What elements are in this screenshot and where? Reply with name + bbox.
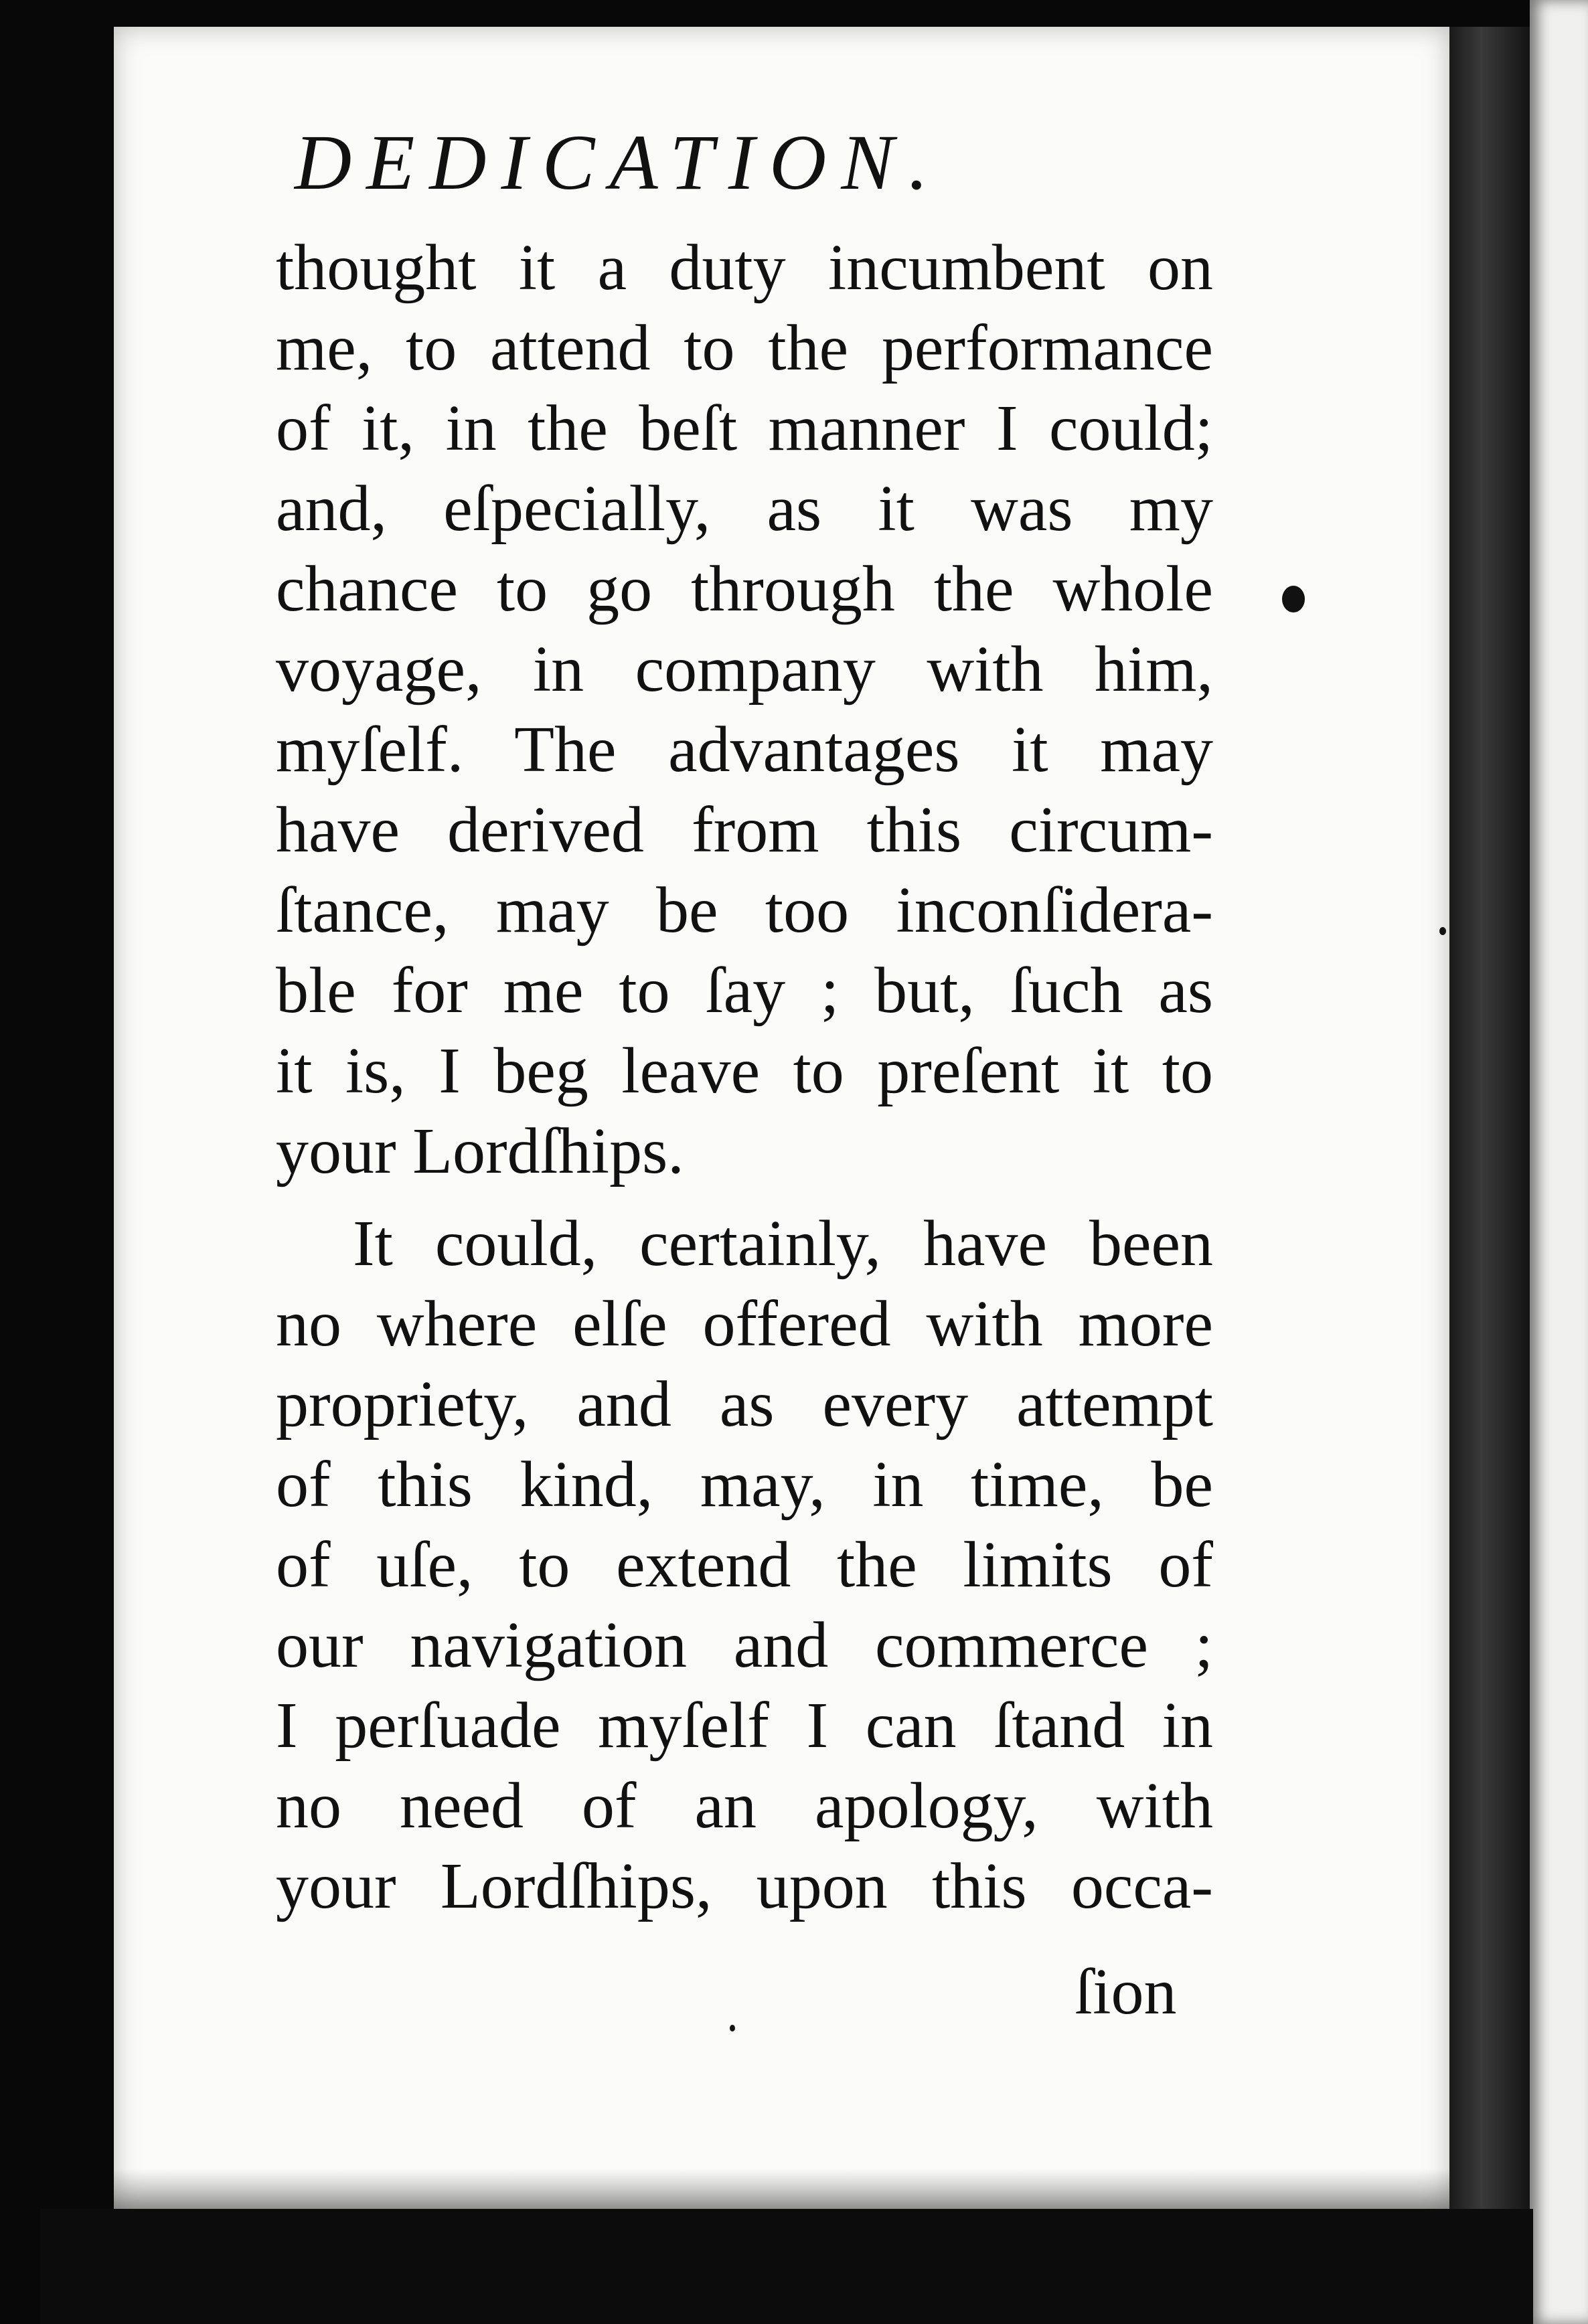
- text-line: of uſe, to extend the limits of: [276, 1529, 1213, 1601]
- text-line: have derived from this circum-: [276, 794, 1213, 866]
- text-line: ſtance, may be too inconſidera-: [276, 874, 1213, 946]
- ink-speck: [730, 2025, 735, 2031]
- paragraph-2: [276, 1204, 1213, 1926]
- text-line: chance to go through the whole: [276, 553, 1213, 625]
- text-line: our navigation and commerce ;: [276, 1609, 1213, 1681]
- text-line: no where elſe offered with more: [276, 1288, 1213, 1360]
- text-line: no need of an apology, with: [276, 1770, 1213, 1842]
- ink-speck: [1282, 586, 1305, 612]
- text-line: voyage, in company with him,: [276, 633, 1213, 706]
- text-line: propriety, and as every attempt: [276, 1368, 1213, 1440]
- text-line: me, to attend to the performance: [276, 312, 1213, 384]
- running-head: DEDICATION.: [295, 118, 943, 206]
- text-line: thought it a duty incumbent on: [276, 232, 1213, 304]
- text-line: your Lordſhips, upon this occa-: [276, 1850, 1213, 1922]
- text-line: I perſuade myſelf I can ſtand in: [276, 1689, 1213, 1762]
- text-line: your Lordſhips.: [276, 1115, 684, 1187]
- dedication-body: [276, 228, 1213, 1926]
- text-line: ble for me to ſay ; but, ſuch as: [276, 954, 1213, 1027]
- text-line: myſelf. The advantages it may: [276, 714, 1213, 786]
- text-line: of this kind, may, in time, be: [276, 1448, 1213, 1521]
- ink-speck: [1439, 927, 1446, 935]
- paragraph-1: [276, 228, 1213, 1191]
- text-line: of it, in the beſt manner I could;: [276, 392, 1213, 465]
- text-line: It could, certainly, have been: [353, 1208, 1213, 1280]
- text-line: it is, I beg leave to preſent it to: [276, 1035, 1213, 1107]
- scan-bottom-margin: [40, 2209, 1533, 2324]
- catchword: ſion: [1075, 1956, 1177, 2028]
- book-gutter: [1449, 27, 1530, 2289]
- facing-page-edge: [1530, 0, 1588, 2324]
- text-line: and, eſpecially, as it was my: [276, 473, 1213, 545]
